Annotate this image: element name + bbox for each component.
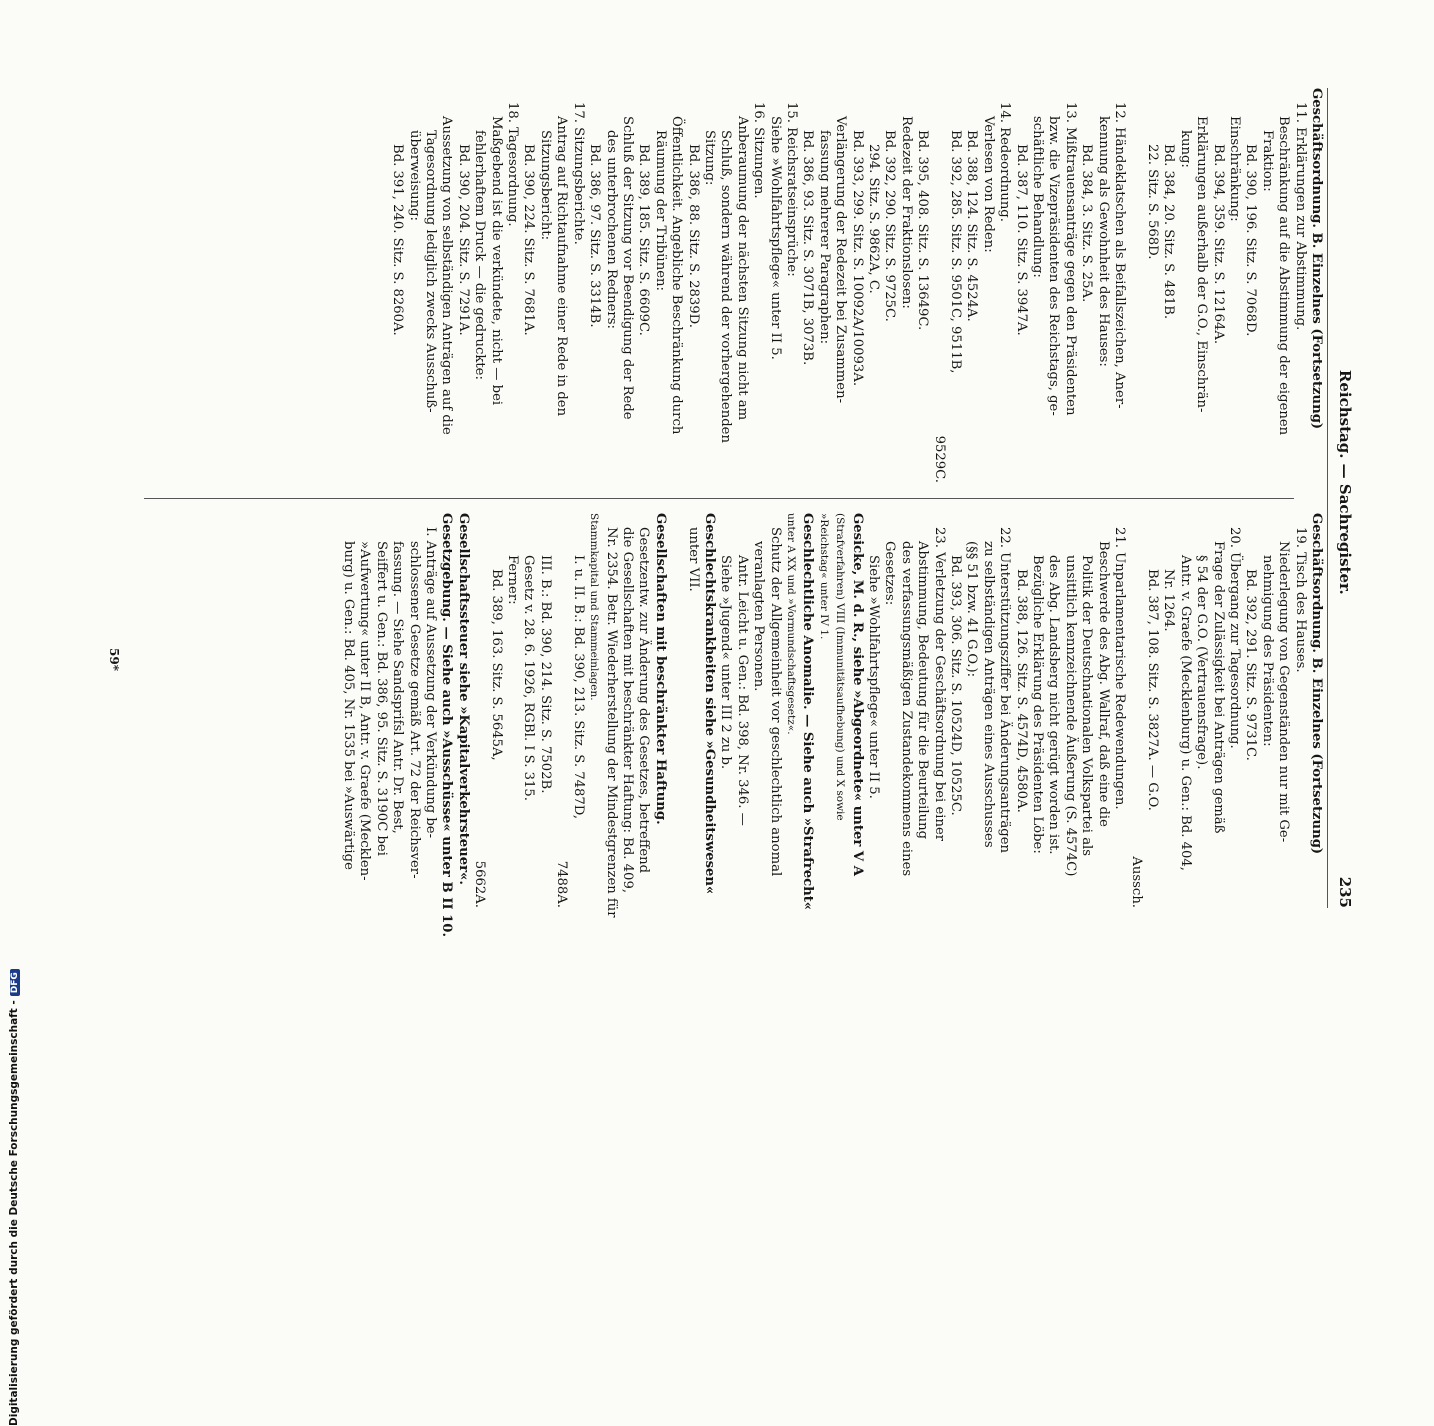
register-line: Erklärungen außerhalb der G.O., Einschrän- bbox=[1194, 116, 1210, 413]
register-line: 17. Sitzungsberichte. bbox=[570, 102, 586, 245]
register-line: Bd. 384, 3. Sitz. S. 25A. bbox=[1079, 144, 1095, 303]
register-line: Verlesen von Reden: bbox=[980, 116, 996, 253]
register-line: Bd. 390, 196. Sitz. S. 7068D. bbox=[1243, 144, 1259, 337]
register-line: Bezügliche Erklärung des Präsidenten Löbe: bbox=[1030, 555, 1046, 854]
register-line: 9529C. bbox=[931, 435, 947, 483]
register-line: Einschränkung: bbox=[1226, 116, 1242, 222]
register-line: überweisung: bbox=[406, 130, 422, 221]
register-line: Anberaumung der nächsten Sitzung nicht am bbox=[734, 116, 750, 421]
page-number: 235 bbox=[1336, 876, 1354, 908]
register-line: Bd. 393, 306. Sitz. S. 10524D, 10525C. bbox=[948, 555, 964, 816]
register-line: Antrag auf Richtaufnahme einer Rede in den bbox=[554, 116, 570, 417]
register-line: III. B.: Bd. 390, 214. Sitz. S. 7502B. bbox=[537, 555, 553, 794]
register-line: Fraktion: bbox=[1259, 130, 1275, 192]
register-line: 12. Händeklatschen als Beifallszeichen, Aner- bbox=[1112, 102, 1128, 409]
register-line: die Gesellschaften mit beschränkter Haftung: Bd. 409, bbox=[619, 527, 635, 894]
register-line: Aussch. bbox=[1128, 856, 1144, 908]
register-line: Nr. 2354. Betr. Wiederherstellung der Mindestgrenzen für bbox=[603, 527, 619, 918]
register-line: zu selbständigen Anträgen eines Ausschusses bbox=[980, 541, 996, 848]
register-line: Gesetzgebung. — Siehe auch »Ausschüsse« unter B II 10. bbox=[439, 513, 455, 938]
register-line: Seiffert u. Gen.: Bd. 386, 95. Sitz. S. 3190C bei bbox=[373, 541, 389, 856]
register-line: Schluß, sondern während der vorhergehenden bbox=[718, 130, 734, 443]
register-line: Schluß der Sitzung vor Beendigung der Rede bbox=[619, 116, 635, 420]
register-line: 22. Sitz. S. 568D. bbox=[1144, 144, 1160, 260]
register-line: »Reichstag« unter IV 1. bbox=[817, 513, 830, 640]
register-line: 14. Redeordnung. bbox=[997, 102, 1013, 222]
register-line: Siehe »Wohlfahrtspflege« unter II 5. bbox=[866, 555, 882, 799]
register-line: Räumung der Tribünen: bbox=[652, 130, 668, 291]
header-rule bbox=[1327, 88, 1328, 908]
column-divider bbox=[144, 498, 1294, 499]
register-line: Bd. 389, 185. Sitz. S. 6609C. bbox=[636, 144, 652, 336]
register-line: des Abg. Landsberg nicht gerügt worden ist. bbox=[1046, 555, 1062, 855]
register-line: Gesicke, M. d. R., siehe »Abgeordnete« unter V A bbox=[849, 513, 865, 876]
register-line: Nr. 1264. bbox=[1161, 569, 1177, 632]
register-line: Frage der Zulässigkeit bei Anträgen gemäß bbox=[1210, 541, 1226, 834]
register-line: I. u. II. B.: Bd. 390, 213. Sitz. S. 7487D, bbox=[570, 555, 586, 820]
register-line: I. Anträge auf Aussetzung der Verkündung be- bbox=[423, 527, 439, 839]
dfg-logo: DFG bbox=[10, 969, 20, 996]
register-line: Bd. 387, 108. Sitz. S. 3827A. — G.O. bbox=[1144, 569, 1160, 811]
register-line: Bd. 392, 290. Sitz. S. 9725C. bbox=[882, 130, 898, 322]
register-line: Bd. 390, 224. Sitz. S. 7681A. bbox=[521, 144, 537, 336]
register-line: Ferner: bbox=[505, 555, 521, 605]
register-line bbox=[1127, 88, 1143, 483]
register-line: Abstimmung, Bedeutung für die Beurteilung bbox=[915, 541, 931, 840]
register-line: 19. Tisch des Hauses. bbox=[1292, 527, 1308, 673]
register-line: Bd. 392, 291. Sitz. S. 9731C. bbox=[1243, 569, 1259, 761]
register-line: Öffentlichkeit. Angebliche Beschränkung durch bbox=[669, 116, 685, 435]
register-line: Beschwerde des Abg. Wallraf, daß eine die bbox=[1095, 541, 1111, 827]
register-line: Bd. 387, 110. Sitz. S. 3947A. bbox=[1013, 144, 1029, 336]
register-line: 20. Übergang zur Tagesordnung. bbox=[1226, 527, 1242, 749]
register-line: Antr. Leicht u. Gen.: Bd. 398, Nr. 346. — bbox=[734, 555, 750, 826]
register-line: Bd. 386, 88. Sitz. S. 2839D. bbox=[685, 144, 701, 328]
register-line: nehmigung des Präsidenten: bbox=[1259, 555, 1275, 747]
register-line: 16. Sitzungen. bbox=[751, 102, 767, 199]
register-line: Sitzung: bbox=[701, 130, 717, 186]
register-line: Bd. 395, 408. Sitz. S. 13649C. bbox=[915, 130, 931, 331]
register-line: Antr. v. Graefe (Mecklenburg) u. Gen.: Bd. 404, bbox=[1177, 555, 1193, 871]
register-line: bzw. die Vizepräsidenten des Reichstags, ge- bbox=[1046, 116, 1062, 416]
register-line: kennung als Gewohnheit des Hauses: bbox=[1095, 116, 1111, 367]
register-line: 7488A. bbox=[554, 860, 570, 908]
register-line: Bd. 392, 285. Sitz. S. 9501C, 9511B, bbox=[948, 130, 964, 374]
register-line: Siehe »Wohlfahrtspflege« unter II 5. bbox=[767, 116, 783, 360]
register-line: des unterbrochenen Redners: bbox=[603, 130, 619, 329]
register-line: Bd. 386, 93. Sitz. S. 3071B, 3073B. bbox=[800, 130, 816, 366]
register-line: Politik der Deutschnationalen Volkspartei als bbox=[1079, 555, 1095, 857]
register-line: fassung mehrerer Paragraphen: bbox=[816, 130, 832, 345]
register-line: Bd. 394, 359. Sitz. S. 12164A. bbox=[1210, 144, 1226, 345]
register-line: Tagesordnung lediglich zwecks Ausschuß- bbox=[423, 130, 439, 413]
register-line: burg) u. Gen.: Bd. 405, Nr. 1535 bei »Auswärtige bbox=[341, 541, 357, 870]
register-line: Aussetzung von selbständigen Anträgen auf die bbox=[439, 116, 455, 435]
register-line: (Strafverfahren) VIII (Immunitätsaufhebung) und X sowie bbox=[834, 513, 847, 821]
right-column bbox=[340, 513, 1324, 938]
register-line: Sitzungsbericht: bbox=[537, 130, 553, 241]
register-line: schlossener Gesetze gemäß Art. 72 der Reichsver- bbox=[406, 541, 422, 879]
register-line: Siehe »Jugend« unter III 2 zu b. bbox=[718, 555, 734, 770]
register-line: Niederlegung von Gegenständen nur mit Ge- bbox=[1276, 541, 1292, 843]
register-line: Redezeit der Fraktionslosen: bbox=[898, 116, 914, 309]
register-line: Geschlechtskrankheiten siehe »Gesundheitswesen« bbox=[701, 513, 717, 895]
digitization-note bbox=[8, 972, 24, 1426]
register-line: 15. Reichsratseinsprüche: bbox=[784, 102, 799, 277]
register-line: Bd. 389, 163. Sitz. S. 5645A, bbox=[488, 569, 504, 761]
register-line: fehlerhaftem Druck — die gedruckte: bbox=[472, 130, 488, 380]
register-line: Bd. 390, 204. Sitz. S. 7291A. bbox=[455, 144, 471, 336]
register-line: Geschäftsordnung. B. Einzelnes (Fortsetzung) bbox=[1309, 88, 1324, 430]
register-line: Bd. 388, 126. Sitz. S. 4574D, 4580A. bbox=[1013, 569, 1029, 813]
register-line: Beschränkung auf die Abstimmung der eigenen bbox=[1276, 116, 1292, 436]
register-line: Gesetzes: bbox=[882, 541, 898, 606]
register-line: § 54 der G.O. (Vertrauensfrage). bbox=[1194, 555, 1210, 770]
page-title: Reichstag. — Sachregister. bbox=[1336, 369, 1354, 595]
register-line: unter VII. bbox=[685, 527, 701, 592]
register-line: Stammkapital und Stammeinlagen. bbox=[588, 513, 601, 701]
register-line: »Aufwertung« unter II B, Antr. v. Graefe (Mecklen- bbox=[357, 541, 373, 881]
register-line: veranlagten Personen. bbox=[751, 541, 767, 692]
register-line: unter A XX und »Vormundschaftsgesetz«. bbox=[785, 513, 797, 735]
register-line: 11. Erklärungen zur Abstimmung. bbox=[1292, 102, 1308, 331]
digitization-text: Digitalisierung gefördert durch die Deutsche Forschungsgemeinschaft - bbox=[8, 1000, 20, 1426]
register-line: Bd. 388, 124. Sitz. S. 4524A. bbox=[964, 130, 980, 322]
register-line: Maßgebend ist die verkündete, nicht — bei bbox=[488, 116, 504, 406]
left-column bbox=[389, 88, 1324, 483]
register-line: 23. Verletzung der Geschäftsordnung bei einer bbox=[931, 527, 947, 842]
register-line: des verfassungsmäßigen Zustandekommens eines bbox=[898, 541, 914, 877]
register-line: Bd. 384, 20. Sitz. S. 481B. bbox=[1161, 144, 1177, 320]
register-line: unsittlich kennzeichnende Äußerung (S. 4574C) bbox=[1062, 555, 1078, 877]
register-line: 21. Unparlamentarische Redewendungen. bbox=[1112, 527, 1128, 810]
register-line: (§§ 51 bzw. 41 G.O.): bbox=[964, 541, 980, 678]
register-line: Gesellschaftssteuer siehe »Kapitalverkehrsteuer«. bbox=[455, 513, 471, 885]
register-line: 294. Sitz. S. 9862A, C. bbox=[866, 144, 882, 294]
signature-mark: 59* bbox=[107, 648, 121, 671]
register-line: 22. Unterstützungsziffer bei Änderungsanträgen bbox=[997, 527, 1013, 853]
register-line: Bd. 393, 299. Sitz. S. 10092A/10093A. bbox=[849, 130, 865, 387]
register-line: 5662A. bbox=[472, 860, 488, 908]
register-line: Schutz der Allgemeinheit vor geschlechtlich anomal bbox=[767, 527, 783, 877]
register-line: 13. Mißtrauensanträge gegen den Präsidenten bbox=[1062, 102, 1078, 416]
register-line: fassung. — Siehe Sandsprifsl Antr. Dr. Best, bbox=[390, 541, 406, 834]
register-line: Gesetzentw. zur Änderung des Gesetzes, betreffend bbox=[636, 527, 652, 874]
register-line: 18. Tagesordnung. bbox=[505, 102, 521, 227]
page-header bbox=[1330, 88, 1354, 908]
register-line: schäftliche Behandlung: bbox=[1030, 116, 1046, 278]
register-line: Bd. 386, 97. Sitz. S. 3314B. bbox=[587, 144, 603, 328]
register-line: Verlängerung der Redezeit bei Zusammen- bbox=[833, 116, 849, 404]
register-line: Bd. 391, 240. Sitz. S. 8260A. bbox=[390, 144, 406, 336]
register-line: Gesellschaften mit beschränkter Haftung. bbox=[652, 513, 668, 825]
register-line: Gesetz v. 28. 6. 1926, RGBl. I S. 315. bbox=[521, 555, 537, 801]
register-line bbox=[668, 513, 684, 908]
register-line: Geschlechtliche Anomalie. — Siehe auch »Strafrecht« bbox=[800, 513, 816, 911]
register-body bbox=[107, 88, 1324, 938]
register-line: kung: bbox=[1177, 130, 1193, 168]
register-line: Geschäftsordnung. B. Einzelnes (Fortsetzung) bbox=[1309, 513, 1324, 855]
